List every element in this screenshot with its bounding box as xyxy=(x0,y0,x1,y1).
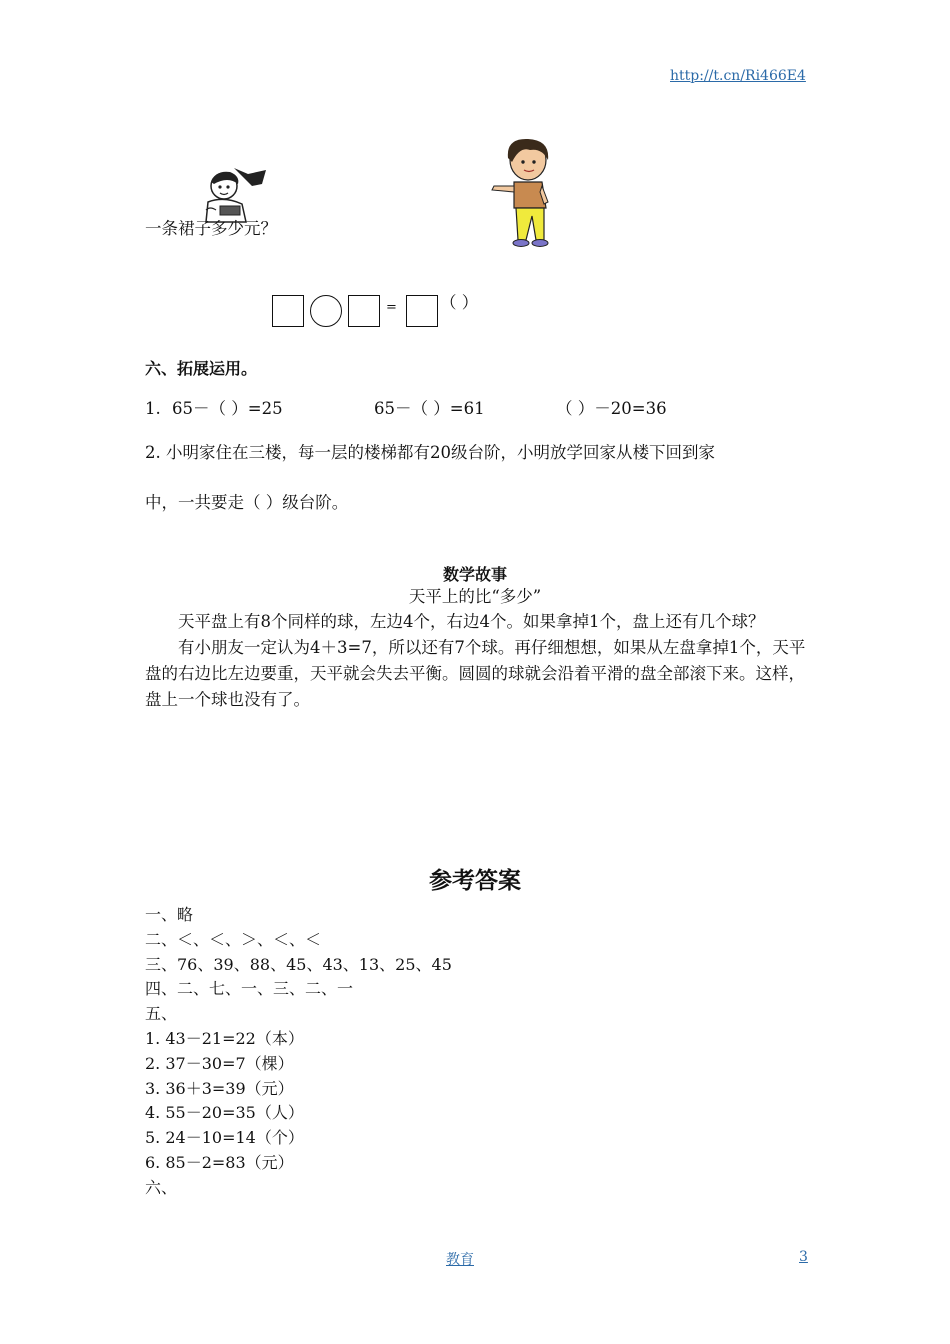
girl-illustration xyxy=(196,166,272,224)
answer-line: 五、 xyxy=(145,1004,178,1024)
answer-line: 5. 24－10=14（个） xyxy=(145,1128,304,1148)
answer-line: 二、＜、＜、＞、＜、＜ xyxy=(145,929,322,949)
operator-circle[interactable] xyxy=(310,295,342,327)
answer-line: 六、 xyxy=(145,1177,178,1197)
story-paragraph-1: 天平盘上有8个同样的球，左边4个，右边4个。如果拿掉1个，盘上还有几个球？ xyxy=(178,612,765,631)
q2-line2: 中，一共要走（ ）级台阶。 xyxy=(145,493,349,512)
answer-box-2[interactable] xyxy=(348,295,380,327)
answer-line: 1. 43－21=22（本） xyxy=(145,1028,304,1048)
story-paragraph-2: 有小朋友一定认为4＋3=7，所以还有7个球。再仔细想想，如果从左盘拿掉1个，天平盘的右边比左边要重，天平就会失去平衡。圆圆的球就会沿着平滑的盘全部滚下来。这样，盘上一个球也没有了。 xyxy=(145,638,806,709)
q1-part-a: 65－（ ）=25 xyxy=(172,399,283,418)
answer-line: 6. 85－2=83（元） xyxy=(145,1152,294,1172)
answer-line: 3. 36＋3=39（元） xyxy=(145,1078,294,1098)
answer-line: 4. 55－20=35（人） xyxy=(145,1103,304,1123)
story-title: 数学故事 xyxy=(442,565,507,584)
section6-title: 六、拓展运用。 xyxy=(145,359,258,378)
question-text: 一条裙子多少元？ xyxy=(145,219,277,238)
equals-sign: = xyxy=(386,300,397,315)
q2-line1: 2. 小明家住在三楼，每一层的楼梯都有20级台阶，小明放学回家从楼下回到家 xyxy=(145,443,715,462)
q1-part-b: 65－（ ）=61 xyxy=(374,399,485,418)
unit-paren: （ ） xyxy=(440,293,479,312)
answers-title: 参考答案 xyxy=(429,868,521,894)
boy-illustration xyxy=(490,136,560,250)
answers-list xyxy=(145,903,452,1201)
footer-page-number[interactable]: 3 xyxy=(799,1249,808,1265)
answer-line: 四、二、七、一、三、二、一 xyxy=(145,979,354,999)
header-url-link[interactable]: http://t.cn/Ri466E4 xyxy=(670,68,806,84)
answer-box-1[interactable] xyxy=(272,295,304,327)
answer-box-3[interactable] xyxy=(406,295,438,327)
footer-center-link[interactable]: 教育 xyxy=(446,1252,474,1268)
story-body xyxy=(145,609,807,713)
answer-line: 2. 37－30=7（棵） xyxy=(145,1053,294,1073)
q1-part-c: （ ）－20=36 xyxy=(556,399,667,418)
answer-line: 三、76、39、88、45、43、13、25、45 xyxy=(145,954,452,974)
story-subtitle: 天平上的比“多少” xyxy=(408,587,542,606)
answer-line: 一、略 xyxy=(145,905,194,924)
q1-number: 1. xyxy=(145,399,161,418)
